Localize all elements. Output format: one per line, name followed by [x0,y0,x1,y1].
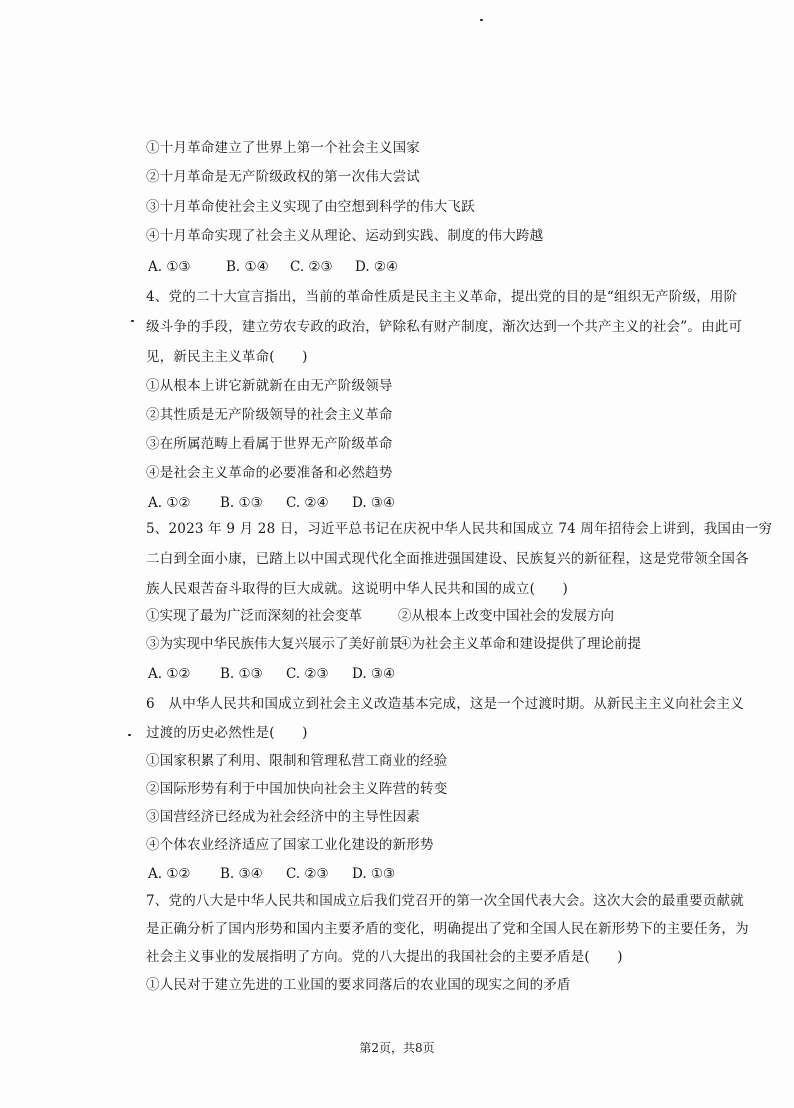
q3-choice-4: ④十月革命实现了社会主义从理论、运动到实践、制度的伟大跨越 [146,228,544,244]
q4-stem-line-1: 4、党的二十大宣言指出，当前的革命性质是民主主义革命，提出党的目的是“组织无产阶级，用阶 [146,289,738,305]
option-c: C. ②③ [286,666,329,682]
option-a: A. ①② [148,495,191,511]
q4-choice-2: ②其性质是无产阶级领导的社会主义革命 [146,407,393,423]
option-d: D. ①③ [352,866,396,882]
q7-choice-1: ①人民对于建立先进的工业国的要求同落后的农业国的现实之间的矛盾 [146,977,571,993]
option-a: A. ①③ [148,259,191,275]
scan-speck [480,19,483,21]
q4-choice-4: ④是社会主义革命的必要准备和必然趋势 [146,465,393,481]
q7-stem-line-3: 社会主义事业的发展指明了方向。党的八大提出的我国社会的主要矛盾是( ) [146,949,623,965]
q4-options [148,494,395,512]
q5-stem-line-3: 族人民艰苦奋斗取得的巨大成就。这说明中华人民共和国的成立( ) [146,581,568,597]
q4-choice-3: ③在所属范畴上看属于世界无产阶级革命 [146,436,393,452]
page-number: 第2页，共8页 [359,1041,435,1055]
q5-choice-2: ②从根本上改变中国社会的发展方向 [398,608,614,624]
scan-speck [128,734,131,736]
q6-choice-4: ④个体农业经济适应了国家工业化建设的新形势 [146,837,434,853]
q5-stem-line-2: 二白到全面小康，已踏上以中国式现代化全面推进强国建设、民族复兴的新征程，这是党带领全国各 [146,551,749,567]
option-a: A. ①② [148,866,191,882]
q4-choice-1: ①从根本上讲它新就新在由无产阶级领导 [146,378,393,394]
option-b: B. ①③ [220,495,263,511]
scan-speck [131,320,134,322]
option-c: C. ②④ [286,495,329,511]
option-d: D. ②④ [355,259,399,275]
q6-choice-3: ③国营经济已经成为社会经济中的主导性因素 [146,809,420,825]
q6-options [148,865,395,883]
q5-choice-4: ④为社会主义革命和建设提供了理论前提 [398,636,641,652]
q3-choice-1: ①十月革命建立了世界上第一个社会主义国家 [146,140,420,156]
option-d: D. ③④ [352,495,396,511]
q5-options [148,665,395,683]
q3-choice-3: ③十月革命使社会主义实现了由空想到科学的伟大飞跃 [146,199,475,215]
q3-choice-2: ②十月革命是无产阶级政权的第一次伟大尝试 [146,169,420,185]
q7-stem-line-2: 是正确分析了国内形势和国内主要矛盾的变化，明确提出了党和全国人民在新形势下的主要任务，为 [146,921,749,937]
q5-choice-3: ③为实现中华民族伟大复兴展示了美好前景 [146,636,403,652]
q5-stem-line-1: 5、2023 年 9 月 28 日，习近平总书记在庆祝中华人民共和国成立 74 周年招待会上讲到，我国由一穷 [146,521,773,537]
q6-choice-1: ①国家积累了利用、限制和管理私营工商业的经验 [146,753,448,769]
q4-stem-line-2: 级斗争的手段，建立劳农专政的政治，铲除私有财产制度，渐次达到一个共产主义的社会”。由此可 [146,319,743,335]
option-a: A. ①② [148,666,191,682]
option-b: B. ①④ [226,259,269,275]
q6-stem-line-1: 6 从中华人民共和国成立到社会主义改造基本完成，这是一个过渡时期。从新民主主义向社会主义 [146,696,744,712]
option-d: D. ③④ [352,666,396,682]
option-b: B. ①③ [220,666,263,682]
option-c: C. ②③ [286,866,329,882]
option-b: B. ③④ [220,866,263,882]
q3-options [148,258,398,276]
q7-stem-line-1: 7、党的八大是中华人民共和国成立后我们党召开的第一次全国代表大会。这次大会的最重要贡献就 [146,893,744,909]
q6-stem-line-2: 过渡的历史必然性是( ) [146,725,308,741]
q4-stem-line-3: 见，新民主主义革命( ) [146,349,308,365]
option-c: C. ②③ [290,259,333,275]
q5-choice-row-2 [146,635,666,653]
q6-choice-2: ②国际形势有利于中国加快向社会主义阵营的转变 [146,781,448,797]
q5-choice-row-1 [146,607,666,625]
q5-choice-1: ①实现了最为广泛而深刻的社会变革 [146,608,362,624]
